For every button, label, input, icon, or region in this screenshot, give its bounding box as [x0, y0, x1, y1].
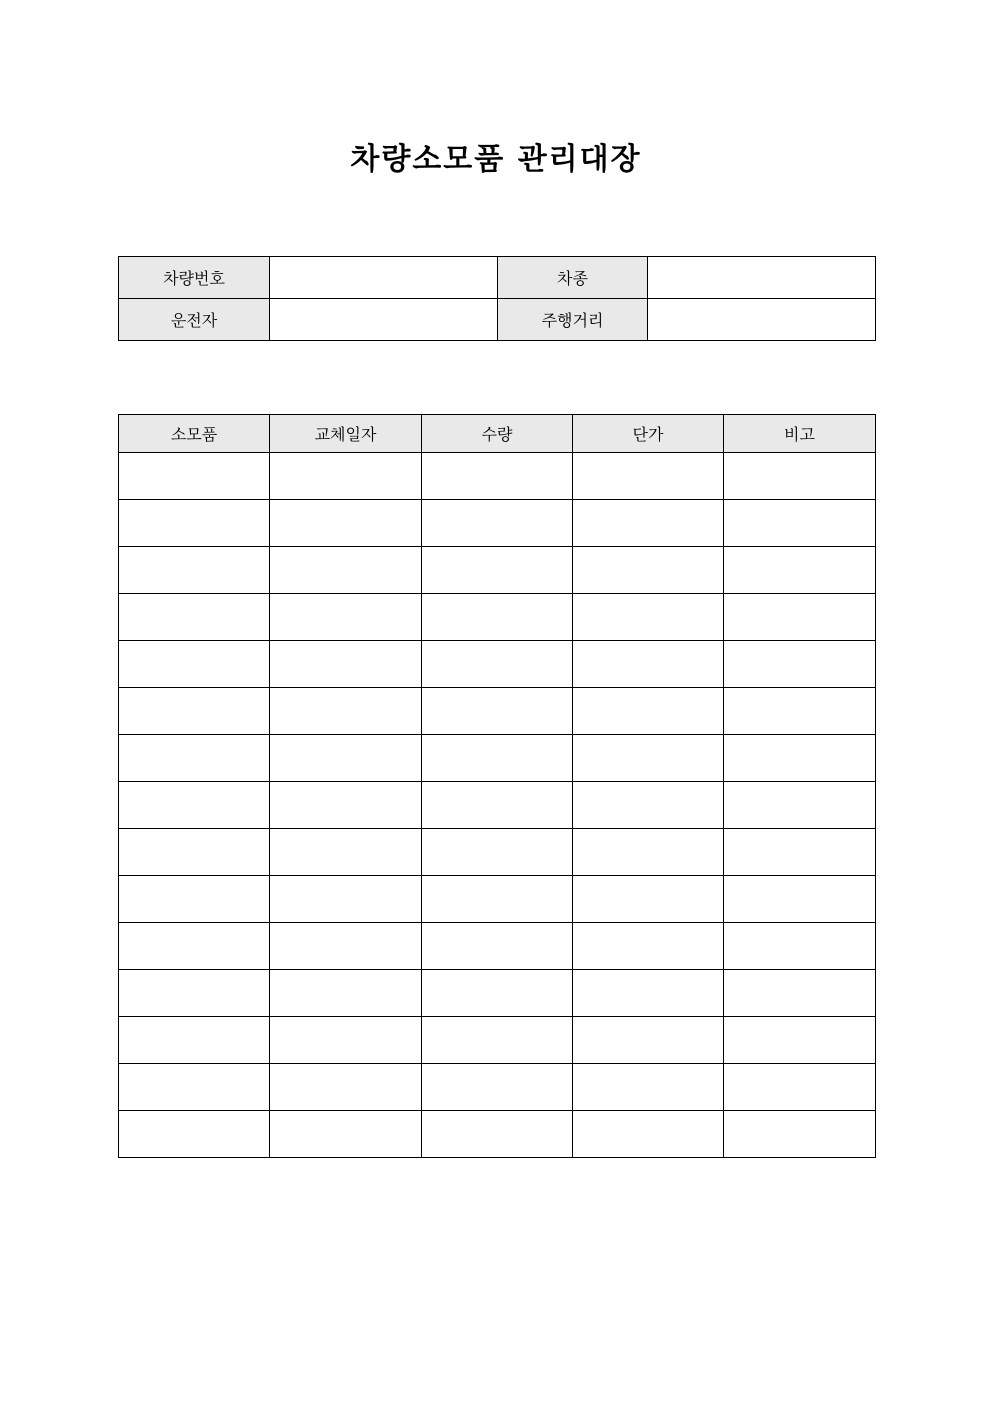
cell-remarks[interactable]: [724, 923, 876, 970]
cell-remarks[interactable]: [724, 829, 876, 876]
cell-remarks[interactable]: [724, 970, 876, 1017]
cell-quantity[interactable]: [422, 1017, 573, 1064]
cell-remarks[interactable]: [724, 876, 876, 923]
cell-quantity[interactable]: [422, 876, 573, 923]
cell-unit-price[interactable]: [573, 1017, 724, 1064]
cell-replace-date[interactable]: [270, 500, 422, 547]
table-row: [119, 829, 876, 876]
table-row: [119, 876, 876, 923]
table-header-row: [119, 415, 876, 453]
cell-consumable[interactable]: [119, 970, 270, 1017]
cell-replace-date[interactable]: [270, 923, 422, 970]
cell-consumable[interactable]: [119, 688, 270, 735]
cell-remarks[interactable]: [724, 782, 876, 829]
vehicle-number-label: 차량번호: [119, 257, 270, 299]
cell-consumable[interactable]: [119, 1111, 270, 1158]
cell-replace-date[interactable]: [270, 594, 422, 641]
table-row: [119, 453, 876, 500]
table-row: [119, 782, 876, 829]
cell-quantity[interactable]: [422, 1064, 573, 1111]
cell-consumable[interactable]: [119, 1064, 270, 1111]
vehicle-info-table: [118, 256, 876, 341]
cell-quantity[interactable]: [422, 500, 573, 547]
table-row: [119, 923, 876, 970]
cell-unit-price[interactable]: [573, 782, 724, 829]
cell-quantity[interactable]: [422, 594, 573, 641]
cell-consumable[interactable]: [119, 923, 270, 970]
cell-unit-price[interactable]: [573, 923, 724, 970]
cell-unit-price[interactable]: [573, 970, 724, 1017]
table-row: [119, 1017, 876, 1064]
header-remarks: 비고: [724, 415, 876, 453]
driver-label: 운전자: [119, 299, 270, 341]
cell-replace-date[interactable]: [270, 641, 422, 688]
cell-replace-date[interactable]: [270, 547, 422, 594]
table-row: [119, 1064, 876, 1111]
cell-remarks[interactable]: [724, 453, 876, 500]
cell-quantity[interactable]: [422, 970, 573, 1017]
info-row: [119, 299, 876, 341]
cell-remarks[interactable]: [724, 1111, 876, 1158]
cell-unit-price[interactable]: [573, 688, 724, 735]
cell-quantity[interactable]: [422, 829, 573, 876]
cell-quantity[interactable]: [422, 641, 573, 688]
cell-quantity[interactable]: [422, 782, 573, 829]
cell-replace-date[interactable]: [270, 970, 422, 1017]
cell-replace-date[interactable]: [270, 876, 422, 923]
cell-remarks[interactable]: [724, 547, 876, 594]
cell-replace-date[interactable]: [270, 453, 422, 500]
info-row: [119, 257, 876, 299]
cell-quantity[interactable]: [422, 688, 573, 735]
cell-quantity[interactable]: [422, 547, 573, 594]
header-quantity: 수량: [422, 415, 573, 453]
header-unit-price: 단가: [573, 415, 724, 453]
cell-remarks[interactable]: [724, 735, 876, 782]
cell-unit-price[interactable]: [573, 829, 724, 876]
cell-consumable[interactable]: [119, 500, 270, 547]
cell-consumable[interactable]: [119, 876, 270, 923]
mileage-label: 주행거리: [498, 299, 648, 341]
cell-consumable[interactable]: [119, 641, 270, 688]
consumables-table: [118, 414, 876, 1158]
cell-unit-price[interactable]: [573, 876, 724, 923]
cell-replace-date[interactable]: [270, 782, 422, 829]
cell-quantity[interactable]: [422, 1111, 573, 1158]
cell-unit-price[interactable]: [573, 641, 724, 688]
cell-replace-date[interactable]: [270, 735, 422, 782]
header-consumable: 소모품: [119, 415, 270, 453]
table-row: [119, 641, 876, 688]
header-replace-date: 교체일자: [270, 415, 422, 453]
page-title: 차량소모품 관리대장: [350, 142, 642, 177]
cell-replace-date[interactable]: [270, 688, 422, 735]
table-row: [119, 688, 876, 735]
cell-unit-price[interactable]: [573, 500, 724, 547]
mileage-field[interactable]: [648, 299, 876, 341]
cell-consumable[interactable]: [119, 1017, 270, 1064]
vehicle-number-field[interactable]: [270, 257, 498, 299]
cell-remarks[interactable]: [724, 1017, 876, 1064]
cell-remarks[interactable]: [724, 500, 876, 547]
cell-unit-price[interactable]: [573, 735, 724, 782]
cell-remarks[interactable]: [724, 594, 876, 641]
cell-unit-price[interactable]: [573, 1064, 724, 1111]
cell-unit-price[interactable]: [573, 453, 724, 500]
table-row: [119, 970, 876, 1017]
table-row: [119, 594, 876, 641]
table-row: [119, 547, 876, 594]
cell-replace-date[interactable]: [270, 1064, 422, 1111]
cell-consumable[interactable]: [119, 782, 270, 829]
driver-field[interactable]: [270, 299, 498, 341]
cell-consumable[interactable]: [119, 594, 270, 641]
cell-replace-date[interactable]: [270, 1111, 422, 1158]
cell-consumable[interactable]: [119, 547, 270, 594]
cell-quantity[interactable]: [422, 923, 573, 970]
cell-remarks[interactable]: [724, 641, 876, 688]
cell-quantity[interactable]: [422, 735, 573, 782]
vehicle-type-field[interactable]: [648, 257, 876, 299]
cell-remarks[interactable]: [724, 1064, 876, 1111]
cell-consumable[interactable]: [119, 453, 270, 500]
cell-unit-price[interactable]: [573, 547, 724, 594]
cell-remarks[interactable]: [724, 688, 876, 735]
table-body: [119, 453, 876, 1158]
cell-replace-date[interactable]: [270, 829, 422, 876]
table-row: [119, 500, 876, 547]
cell-unit-price[interactable]: [573, 594, 724, 641]
table-row: [119, 735, 876, 782]
cell-consumable[interactable]: [119, 735, 270, 782]
vehicle-type-label: 차종: [498, 257, 648, 299]
cell-consumable[interactable]: [119, 829, 270, 876]
cell-replace-date[interactable]: [270, 1017, 422, 1064]
table-row: [119, 1111, 876, 1158]
cell-quantity[interactable]: [422, 453, 573, 500]
cell-unit-price[interactable]: [573, 1111, 724, 1158]
